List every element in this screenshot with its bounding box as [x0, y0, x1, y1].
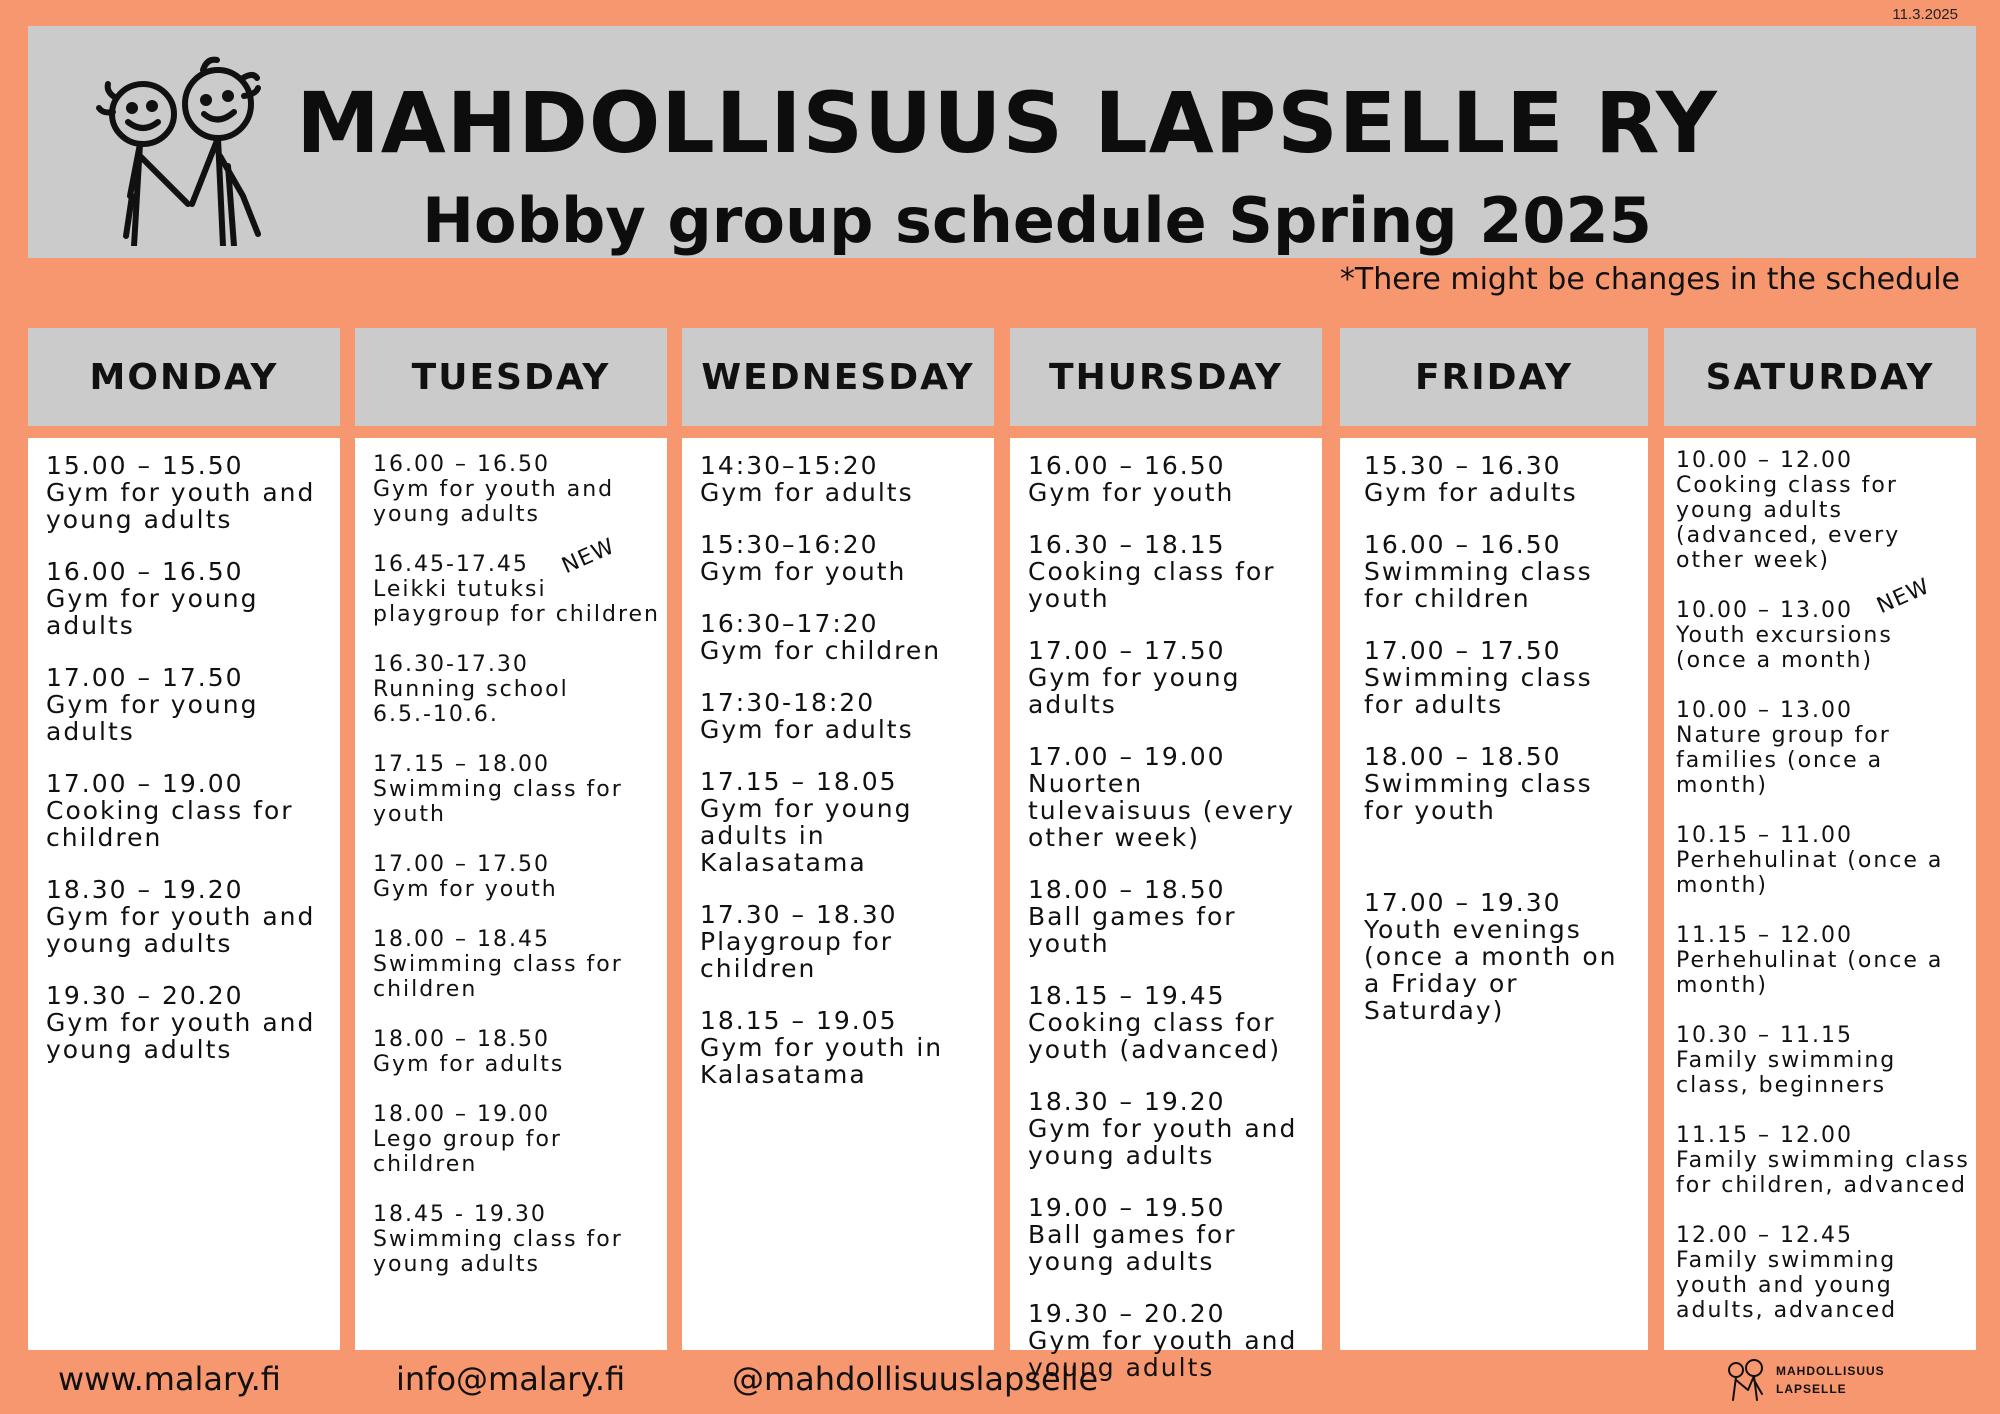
entry-time: 16.00 – 16.50: [1028, 451, 1226, 480]
entry-time: 18.15 – 19.45: [1028, 981, 1226, 1010]
entry-activity: Family swimming class for children, advanced: [1676, 1148, 1970, 1198]
stick-figures-small-icon: [1722, 1358, 1772, 1402]
new-badge: NEW: [1873, 573, 1934, 620]
schedule-entry: [46, 558, 334, 639]
entry-activity: Swimming class for youth: [1364, 769, 1593, 825]
schedule-entry: [373, 927, 661, 1002]
day-column-thursday: [1010, 328, 1322, 1382]
schedule-entry: [700, 531, 988, 585]
entry-time: 16.00 – 16.50: [46, 557, 244, 586]
entry-time: 19.30 – 20.20: [1028, 1299, 1226, 1328]
day-header: WEDNESDAY: [682, 328, 994, 426]
schedule-entry: [373, 1027, 661, 1077]
entry-activity: Cooking class for youth: [1028, 557, 1276, 613]
entry-time: 18.30 – 19.20: [46, 875, 244, 904]
day-header: THURSDAY: [1010, 328, 1322, 426]
entry-activity: Gym for adults: [1364, 478, 1578, 507]
entry-activity: Gym for youth and young adults: [1028, 1326, 1298, 1382]
spacer: [1364, 849, 1642, 889]
entry-time: 11.15 – 12.00: [1676, 1123, 1853, 1148]
entry-activity: Cooking class for youth (advanced): [1028, 1008, 1282, 1064]
entry-time: 15.30 – 16.30: [1364, 451, 1562, 480]
day-column-friday: [1340, 328, 1648, 1350]
entry-time: 18.00 – 18.50: [373, 1027, 550, 1052]
schedule-entry: [46, 452, 334, 533]
footer-logo-line2: LAPSELLE: [1776, 1382, 1847, 1396]
day-header: SATURDAY: [1664, 328, 1976, 426]
footer-social: @mahdollisuuslapselle: [732, 1360, 1099, 1398]
schedule-entry: [1028, 637, 1316, 718]
entry-activity: Gym for youth: [373, 877, 558, 902]
footer-email: info@malary.fi: [396, 1360, 626, 1398]
entry-time: 17.00 – 19.00: [1028, 742, 1226, 771]
entry-time: 17.00 – 17.50: [373, 852, 550, 877]
entry-time: 18.00 – 18.50: [1364, 742, 1562, 771]
schedule-entry: [1676, 698, 1970, 798]
schedule-entry: [373, 552, 661, 627]
schedule-entry: [1364, 531, 1642, 612]
entry-activity: Swimming class for young adults: [373, 1227, 623, 1277]
entry-time: 17.00 – 17.50: [1028, 636, 1226, 665]
schedule-entry: [1028, 1194, 1316, 1275]
entry-time: 18.30 – 19.20: [1028, 1087, 1226, 1116]
day-schedule: [1664, 438, 1976, 1350]
entry-activity: Gym for adults: [373, 1052, 565, 1077]
entry-activity: Ball games for youth: [1028, 902, 1237, 958]
day-header: FRIDAY: [1340, 328, 1648, 426]
entry-activity: Family swimming class, beginners: [1676, 1048, 1897, 1098]
schedule-entry: [46, 876, 334, 957]
entry-activity: Nature group for families (once a month): [1676, 723, 1891, 798]
entry-time: 12.00 – 12.45: [1676, 1223, 1853, 1248]
entry-activity: Playgroup for children: [700, 927, 894, 983]
entry-activity: Gym for young adults in Kalasatama: [700, 794, 913, 877]
day-schedule: [1010, 438, 1322, 1382]
entry-time: 16.00 – 16.50: [373, 452, 550, 477]
entry-activity: Family swimming youth and young adults, advanced: [1676, 1248, 1898, 1323]
schedule-change-note: *There might be changes in the schedule: [1339, 262, 1960, 297]
entry-activity: Nuorten tulevaisuus (every other week): [1028, 769, 1296, 852]
entry-activity: Gym for youth: [700, 557, 907, 586]
entry-time: 15.00 – 15.50: [46, 451, 244, 480]
entry-activity: Cooking class for young adults (advanced, every other week): [1676, 473, 1901, 573]
entry-activity: Perhehulinat (once a month): [1676, 948, 1944, 998]
entry-time: 18.00 – 18.45: [373, 927, 550, 952]
schedule-entry: [1028, 743, 1316, 851]
entry-time: 17.00 – 17.50: [1364, 636, 1562, 665]
entry-activity: Swimming class for children: [1364, 557, 1593, 613]
entry-time: 15:30–16:20: [700, 530, 879, 559]
entry-time: 16.30 – 18.15: [1028, 530, 1226, 559]
day-schedule: [28, 438, 340, 1350]
entry-time: 17:30-18:20: [700, 688, 876, 717]
entry-activity: Leikki tutuksi playgroup for children: [373, 577, 660, 627]
entry-time: 10.00 – 12.00: [1676, 448, 1853, 473]
footer-website: www.malary.fi: [58, 1360, 281, 1398]
entry-activity: Gym for youth and young adults: [46, 902, 316, 958]
new-badge: NEW: [558, 533, 619, 580]
page-title: MAHDOLLISUUS LAPSELLE RY: [296, 74, 1718, 172]
schedule-entry: [1676, 598, 1970, 673]
schedule-entry: [1676, 1023, 1970, 1098]
day-column-monday: [28, 328, 340, 1350]
entry-activity: Perhehulinat (once a month): [1676, 848, 1944, 898]
entry-time: 18.00 – 18.50: [1028, 875, 1226, 904]
schedule-entry: [1028, 531, 1316, 612]
schedule-entry: [373, 1202, 661, 1277]
day-column-saturday: [1664, 328, 1976, 1350]
entry-activity: Gym for youth and young adults: [1028, 1114, 1298, 1170]
document-date: 11.3.2025: [1892, 6, 1958, 23]
schedule-entry: [46, 982, 334, 1063]
entry-activity: Gym for youth and young adults: [373, 477, 615, 527]
schedule-entry: [700, 1007, 988, 1088]
schedule-entry: [700, 610, 988, 664]
entry-activity: Gym for youth and young adults: [46, 1008, 316, 1064]
entry-time: 16:30–17:20: [700, 609, 879, 638]
schedule-entry: [1676, 1223, 1970, 1323]
entry-activity: Gym for young adults: [1028, 663, 1241, 719]
schedule-entry: [1028, 1088, 1316, 1169]
entry-time: 17.15 – 18.00: [373, 752, 550, 777]
entry-activity: Running school 6.5.-10.6.: [373, 677, 569, 727]
schedule-entry: [373, 452, 661, 527]
entry-activity: Lego group for children: [373, 1127, 562, 1177]
day-header: MONDAY: [28, 328, 340, 426]
schedule-entry: [1676, 823, 1970, 898]
entry-activity: Swimming class for adults: [1364, 663, 1593, 719]
day-header: TUESDAY: [355, 328, 667, 426]
schedule-entry: [1028, 452, 1316, 506]
schedule-entry: [1676, 1123, 1970, 1198]
schedule-entry: [700, 689, 988, 743]
schedule-entry: [46, 770, 334, 851]
entry-time: 10.00 – 13.00: [1676, 598, 1853, 623]
day-schedule: [1340, 438, 1648, 1350]
entry-time: 10.15 – 11.00: [1676, 823, 1853, 848]
entry-time: 11.15 – 12.00: [1676, 923, 1853, 948]
schedule-entry: [1676, 448, 1970, 573]
page-subtitle: Hobby group schedule Spring 2025: [422, 184, 1652, 257]
schedule-entry: [1364, 743, 1642, 824]
entry-time: 18.45 - 19.30: [373, 1202, 547, 1227]
entry-activity: Gym for young adults: [46, 690, 259, 746]
schedule-entry: [1364, 889, 1642, 1024]
schedule-entry: [373, 652, 661, 727]
schedule-entry: [700, 452, 988, 506]
header-banner: [28, 26, 1976, 258]
entry-activity: Gym for youth in Kalasatama: [700, 1033, 944, 1089]
entry-time: 16.00 – 16.50: [1364, 530, 1562, 559]
entry-time: 14:30–15:20: [700, 451, 879, 480]
entry-time: 17.00 – 17.50: [46, 663, 244, 692]
schedule-entry: [373, 852, 661, 902]
entry-activity: Gym for youth: [1028, 478, 1235, 507]
footer-logo-line1: MAHDOLLISUUS: [1776, 1364, 1885, 1378]
entry-time: 17.30 – 18.30: [700, 900, 898, 929]
schedule-entry: [700, 768, 988, 876]
schedule-entry: [46, 664, 334, 745]
footer-logo: [1722, 1358, 1932, 1402]
schedule-entry: [700, 901, 988, 982]
schedule-entry: [1364, 637, 1642, 718]
entry-time: 16.30-17.30: [373, 652, 529, 677]
schedule-entry: [1676, 923, 1970, 998]
entry-activity: Youth evenings (once a month on a Friday or Saturday): [1364, 915, 1618, 1025]
entry-activity: Cooking class for children: [46, 796, 294, 852]
entry-time: 17.00 – 19.00: [46, 769, 244, 798]
day-schedule: [355, 438, 667, 1350]
entry-activity: Youth excursions (once a month): [1676, 623, 1893, 673]
day-column-tuesday: [355, 328, 667, 1350]
schedule-entry: [1028, 982, 1316, 1063]
entry-activity: Swimming class for children: [373, 952, 623, 1002]
entry-activity: Gym for adults: [700, 715, 914, 744]
entry-activity: Gym for children: [700, 636, 942, 665]
entry-time: 19.30 – 20.20: [46, 981, 244, 1010]
entry-time: 19.00 – 19.50: [1028, 1193, 1226, 1222]
entry-activity: Gym for young adults: [46, 584, 259, 640]
entry-time: 10.00 – 13.00: [1676, 698, 1853, 723]
entry-time: 10.30 – 11.15: [1676, 1023, 1853, 1048]
entry-activity: Gym for adults: [700, 478, 914, 507]
entry-activity: Swimming class for youth: [373, 777, 623, 827]
day-column-wednesday: [682, 328, 994, 1350]
day-schedule: [682, 438, 994, 1350]
schedule-entry: [1028, 876, 1316, 957]
entry-time: 16.45-17.45: [373, 552, 529, 577]
entry-time: 18.15 – 19.05: [700, 1006, 898, 1035]
schedule-entry: [373, 1102, 661, 1177]
schedule-entry: [1364, 452, 1642, 506]
entry-time: 17.15 – 18.05: [700, 767, 898, 796]
entry-activity: Ball games for young adults: [1028, 1220, 1237, 1276]
entry-activity: Gym for youth and young adults: [46, 478, 316, 534]
schedule-entry: [373, 752, 661, 827]
entry-time: 17.00 – 19.30: [1364, 888, 1562, 917]
entry-time: 18.00 – 19.00: [373, 1102, 550, 1127]
